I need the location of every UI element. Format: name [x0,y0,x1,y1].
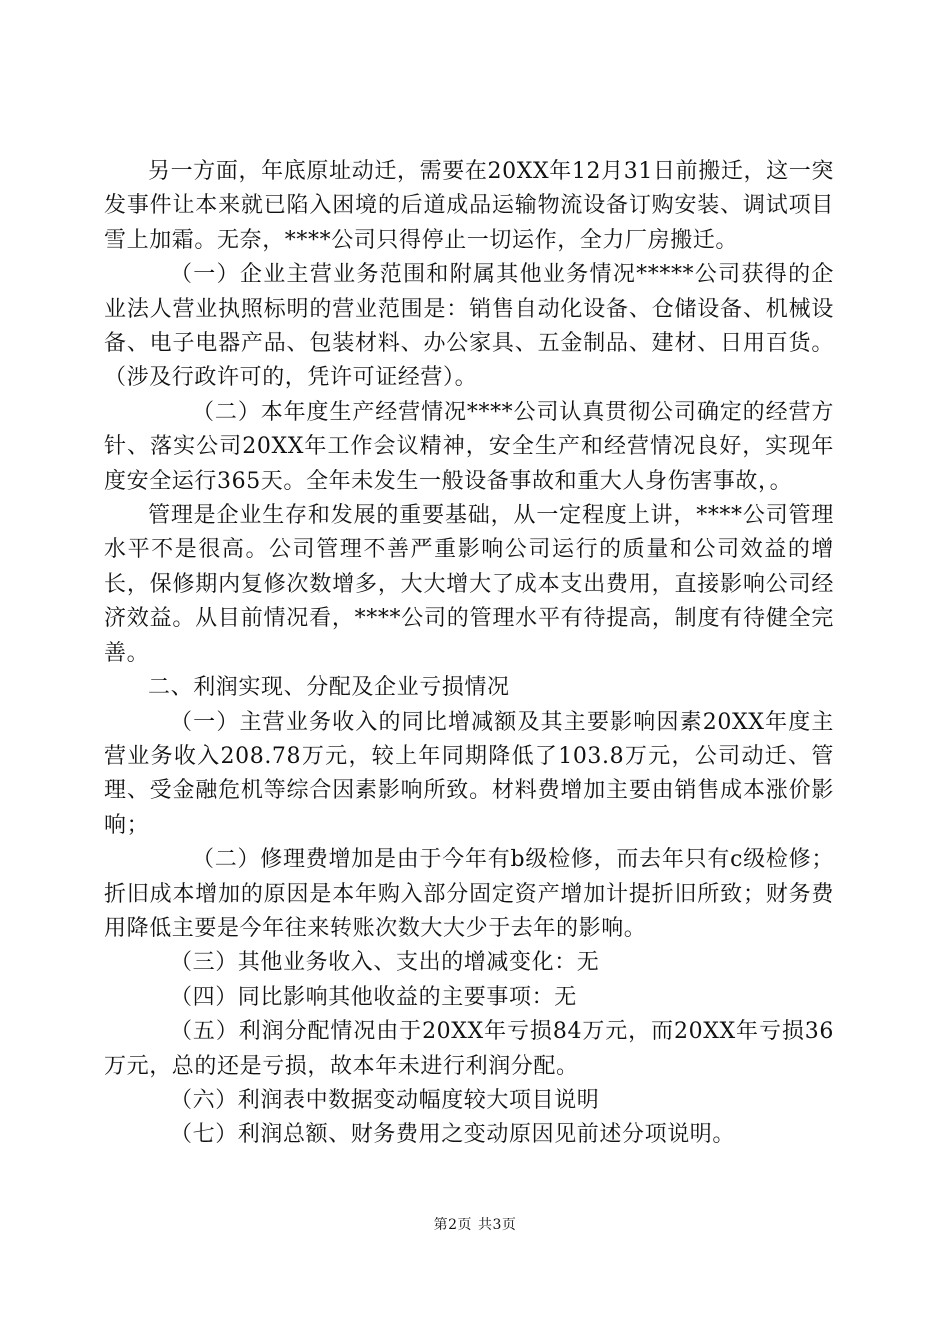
paragraph: （一）企业主营业务范围和附属其他业务情况*****公司获得的企业法人营业执照标明的营业范围是：销售自动化设备、仓储设备、机械设备、电子电器产品、包装材料、办公家具、五金制品、建材、日用百货。（涉及行政许可的，凭许可证经营）。 [104,262,834,391]
section-heading: 二、利润实现、分配及企业亏损情况 [148,675,510,701]
paragraph: （六）利润表中数据变动幅度较大项目说明 [170,1087,600,1113]
paragraph: （四）同比影响其他收益的主要事项：无 [170,984,577,1010]
page-footer [0,1214,950,1234]
paragraph: （三）其他业务收入、支出的增减变化：无 [170,950,600,976]
document-body [104,155,834,1153]
paragraph: （七）利润总额、财务费用之变动原因见前述分项说明。 [170,1122,736,1148]
paragraph: （一）主营业务收入的同比增减额及其主要影响因素20XX年度主营业务收入208.78万元，较上年同期降低了103.8万元，公司动迁、管理、受金融危机等综合因素影响所致。材料费增加主要由销售成本涨价影响； [104,709,834,838]
paragraph: （五）利润分配情况由于20XX年亏损84万元，而20XX年亏损36万元，总的还是亏损，故本年未进行利润分配。 [104,1019,834,1079]
page-total: 共3页 [478,1217,517,1233]
paragraph: （二）修理费增加是由于今年有b级检修，而去年只有c级检修；折旧成本增加的原因是本年购入部分固定资产增加计提折旧所致；财务费用降低主要是今年往来转账次数大大少于去年的影响。 [104,847,834,941]
paragraph: （二）本年度生产经营情况****公司认真贯彻公司确定的经营方针、落实公司20XX年工作会议精神，安全生产和经营情况良好，实现年度安全运行365天。全年未发生一般设备事故和重大人身伤害事故，。 [104,399,834,494]
paragraph: 管理是企业生存和发展的重要基础，从一定程度上讲，****公司管理水平不是很高。公司管理不善严重影响公司运行的质量和公司效益的增长，保修期内复修次数增多，大大增大了成本支出费用，直接影响公司经济效益。从目前情况看，****公司的管理水平有待提高，制度有待健全完善。 [104,503,834,666]
page-number: 第2页 [433,1217,472,1233]
paragraph: 另一方面，年底原址动迁，需要在20XX年12月31日前搬迁，这一突发事件让本来就已陷入困境的后道成品运输物流设备订购安装、调试项目雪上加霜。无奈，****公司只得停止一切运作，全力厂房搬迁。 [104,159,834,253]
